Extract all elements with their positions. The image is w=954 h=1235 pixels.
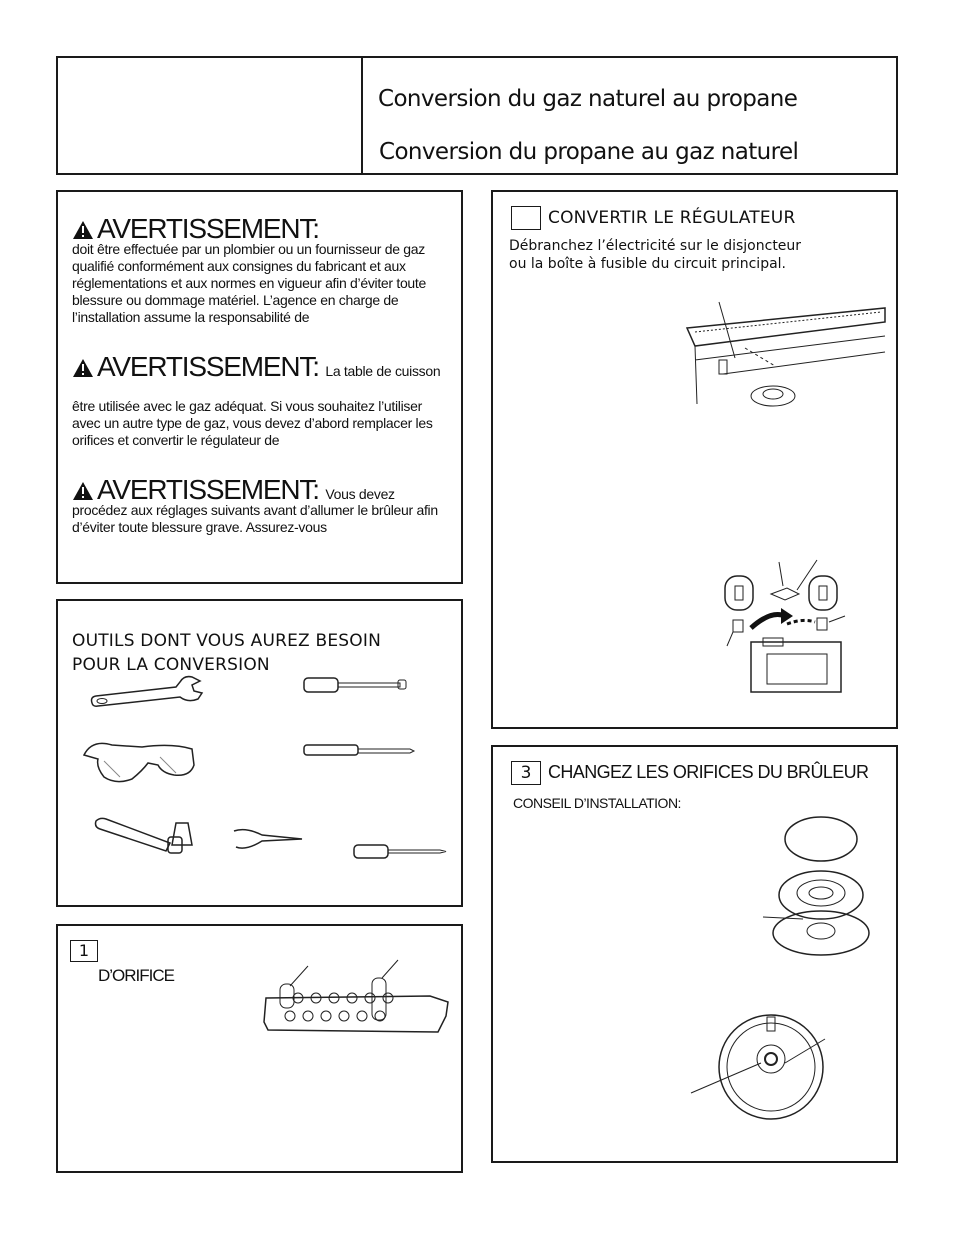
step3-heading: CHANGEZ LES ORIFICES DU BRÛLEUR — [548, 762, 869, 782]
warning-triangle-icon — [72, 481, 94, 501]
warning-heading-1: AVERTISSEMENT: — [72, 214, 319, 244]
step1-number: 1 — [70, 940, 98, 962]
tools-heading-line-1: OUTILS DONT VOUS AUREZ BESOIN — [72, 631, 381, 651]
small-screwdriver-illustration — [302, 741, 416, 761]
warning-triangle-icon — [72, 358, 94, 378]
needle-nose-pliers-illustration — [232, 825, 306, 855]
regulator-step-number — [511, 206, 541, 230]
step1-box — [56, 924, 463, 1173]
regulator-text-line-2: ou la boîte à fusible du circuit principal. — [509, 256, 786, 272]
warning-heading-2: AVERTISSEMENT: La table de cuisson — [72, 352, 440, 386]
burner-base-top-view-illustration — [689, 1009, 839, 1131]
regulator-box — [491, 190, 898, 729]
warning-text-1: doit être effectuée par un plombier ou un fournisseur de gaz qualifié conformément aux consignes du fabricant et aux réglementations et aux normes en vigueur afin d’éviter toute blessure ou dommage matériel. L’agence en charge de l’installation assume la responsabilité de — [72, 241, 426, 325]
tools-box — [56, 599, 463, 907]
regulator-heading: CONVERTIR LE RÉGULATEUR — [548, 208, 796, 228]
header-box — [56, 56, 898, 175]
adjustable-wrench-illustration — [88, 673, 208, 713]
header-divider — [361, 58, 363, 173]
phillips-screwdriver-illustration — [352, 841, 448, 863]
burner-exploded-illustration — [761, 813, 881, 959]
tools-heading-line-2: POUR LA CONVERSION — [72, 655, 270, 675]
cooktop-regulator-location-illustration — [685, 300, 885, 410]
safety-glasses-illustration — [82, 737, 198, 787]
warning-heading-3: AVERTISSEMENT: Vous devez — [72, 475, 395, 509]
step1-label: D’ORIFICE — [98, 966, 174, 985]
socket-wrench-illustration — [92, 815, 202, 861]
warning-text-2: être utilisée avec le gaz adéquat. Si vous souhaitez l’utiliser avec un autre type de gaz, vous devez d’abord remplacer les orifices et convertir le régulateur de — [72, 398, 433, 448]
orifice-manifold-illustration — [260, 956, 456, 1036]
warnings-box — [56, 190, 463, 584]
regulator-text-line-1: Débranchez l’électricité sur le disjoncteur — [509, 238, 802, 254]
step3-number: 3 — [511, 761, 541, 785]
step3-tip-label: CONSEIL D’INSTALLATION: — [513, 795, 681, 811]
warning-triangle-icon — [72, 220, 94, 240]
regulator-conversion-cap-illustration — [723, 558, 853, 698]
title-line-2: Conversion du propane au gaz naturel — [379, 139, 799, 165]
title-line-1: Conversion du gaz naturel au propane — [378, 86, 798, 112]
warning-text-3: procédez aux réglages suivants avant d’allumer le brûleur afin d’éviter toute blessure grave. Assurez-vous — [72, 502, 438, 535]
step3-box — [491, 745, 898, 1163]
flathead-screwdriver-illustration — [302, 675, 410, 697]
